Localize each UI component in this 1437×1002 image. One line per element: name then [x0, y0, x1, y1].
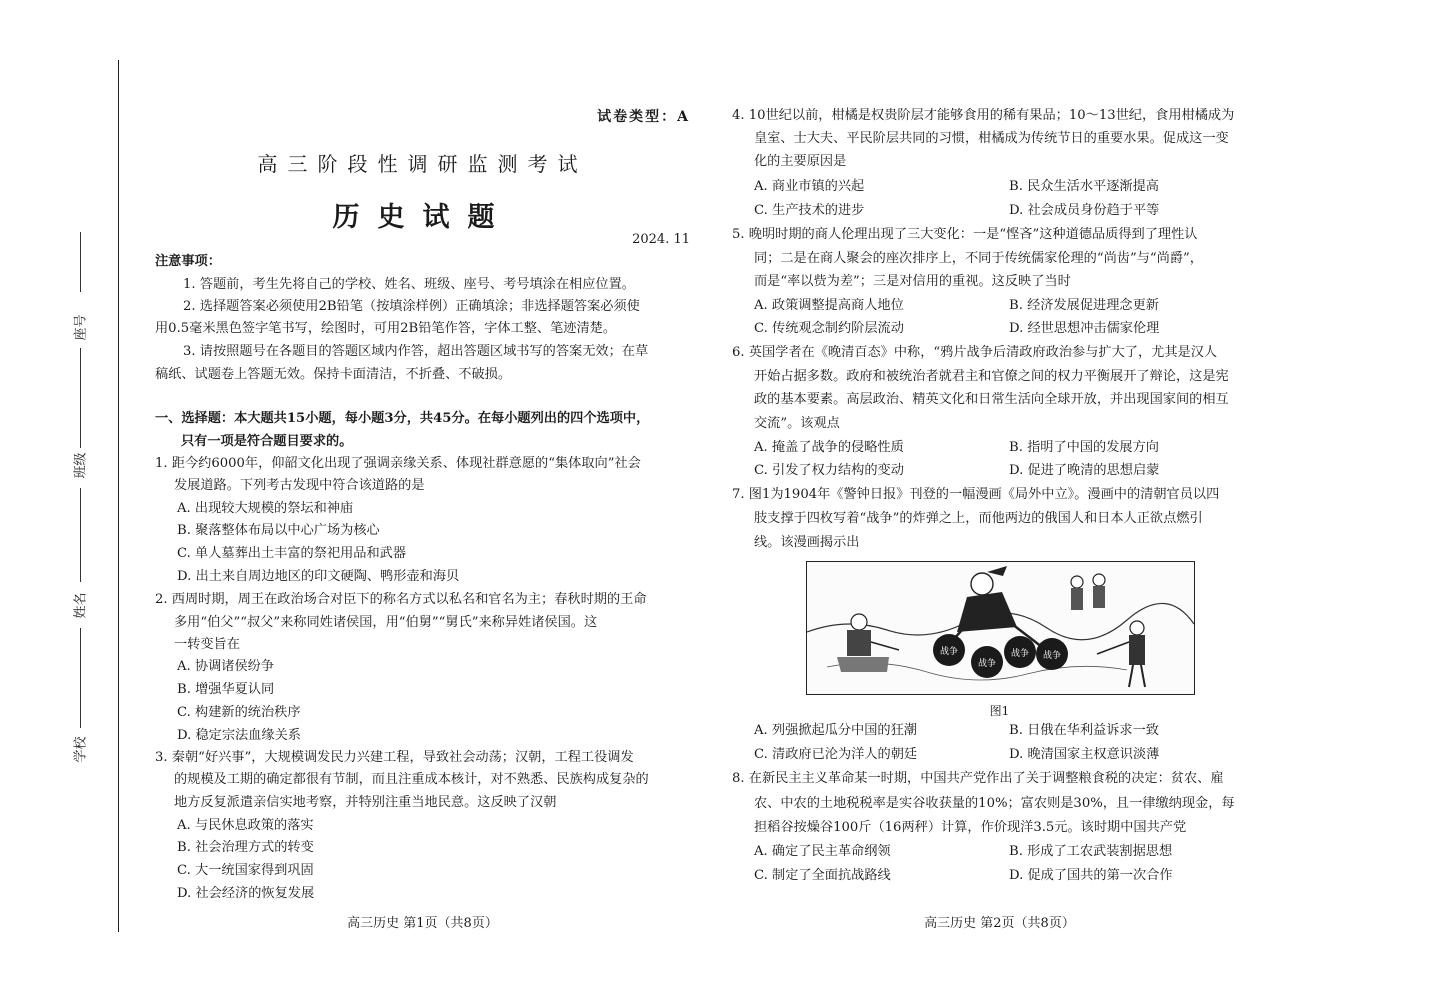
q6-option-d: D. 促进了晚清的思想启蒙	[1009, 463, 1160, 478]
q1-stem: 发展道路。下列考古发现中符合该道路的是	[174, 478, 425, 493]
q3-option-c: C. 大一统国家得到巩固	[177, 863, 314, 878]
paper-type: 试卷类型：A	[597, 109, 690, 125]
q3-option-b: B. 社会治理方式的转变	[177, 840, 314, 855]
q7-option-d: D. 晚清国家主权意识淡薄	[1009, 747, 1160, 762]
bomb-label: 战争	[1042, 651, 1062, 661]
q7-stem: 线。该漫画揭示出	[754, 535, 860, 550]
notice-line: 3. 请按照题号在各题目的答题区域内作答，超出答题区域书写的答案无效；在草	[183, 344, 649, 359]
q2-stem: 一转变旨在	[174, 637, 240, 652]
q6-stem: 开始占据多数。政府和被统治者就君主和官僚之间的权力平衡展开了辩论，这是宪	[754, 369, 1229, 384]
q5-stem: 同；二是在商人聚会的座次排序上，不同于传统儒家伦理的“尚齿”与“尚爵”，	[754, 251, 1203, 266]
q1-option-c: C. 单人墓葬出土丰富的祭祀用品和武器	[177, 546, 407, 561]
name-blank-line	[80, 488, 81, 582]
q7-option-a: A. 列强掀起瓜分中国的狂潮	[754, 723, 917, 738]
q5-option-c: C. 传统观念制约阶层流动	[754, 321, 904, 336]
q1-option-a: A. 出现较大规模的祭坛和神庙	[177, 501, 354, 516]
q2-option-b: B. 增强华夏认同	[177, 682, 275, 697]
q1-stem: 1. 距今约6000年，仰韶文化出现了强调亲缘关系、体现社群意愿的“集体取向”社会	[155, 456, 641, 471]
q8-option-b: B. 形成了工农武装割据思想	[1009, 844, 1173, 859]
q1-option-d: D. 出土来自周边地区的印文硬陶、鸭形壶和海贝	[177, 569, 460, 584]
exam-title: 高三阶段性调研监测考试	[257, 152, 588, 176]
school-label: 学校	[73, 736, 89, 763]
q1-option-b: B. 聚落整体布局以中心广场为核心	[177, 523, 380, 538]
seat-blank-line	[80, 232, 81, 292]
q3-stem: 的规模及工期的确定都很有节制，而且注重成本核计，对不熟悉、民族构成复杂的	[174, 772, 649, 787]
q5-option-a: A. 政策调整提高商人地位	[754, 298, 904, 313]
notice-heading: 注意事项：	[155, 254, 221, 269]
q7-option-b: B. 日俄在华利益诉求一致	[1009, 723, 1159, 738]
section-heading: 一、选择题：本大题共15小题，每小题3分，共45分。在每小题列出的四个选项中，	[155, 411, 650, 426]
seat-label: 座号	[73, 314, 89, 341]
class-label: 班级	[73, 452, 89, 479]
q3-option-d: D. 社会经济的恢复发展	[177, 886, 315, 901]
q6-option-a: A. 掩盖了战争的侵略性质	[754, 440, 904, 455]
q8-stem: 担稻谷按燥谷100斤（16两秤）计算，作价现洋3.5元。该时期中国共产党	[754, 820, 1187, 835]
q4-option-a: A. 商业市镇的兴起	[754, 179, 865, 194]
notice-line: 1. 答题前，考生先将自己的学校、姓名、班级、座号、考号填涂在相应位置。	[183, 277, 635, 292]
bombs	[933, 634, 1068, 678]
q8-stem: 8. 在新民主主义革命某一时期，中国共产党作出了关于调整粮食税的决定：贫农、雇	[732, 771, 1224, 786]
subject-title: 历史试题	[332, 202, 513, 233]
bomb-label: 战争	[939, 647, 959, 657]
section-heading-cont: 只有一项是符合题目要求的。	[181, 434, 353, 449]
q5-option-d: D. 经世思想冲击儒家伦理	[1009, 321, 1160, 336]
right-figure	[1071, 574, 1145, 687]
cartoon-drawing	[807, 562, 1194, 694]
q7-stem: 肢支撑于四枚写着“战争”的炸弹之上，而他两边的俄国人和日本人正欲点燃引	[754, 511, 1203, 526]
exam-date: 2024. 11	[632, 232, 690, 247]
q3-stem: 3. 秦朝“好兴事”，大规模调发民力兴建工程，导致社会动荡；汉朝，工程工役调发	[155, 750, 634, 765]
q4-stem: 皇室、士大夫、平民阶层共同的习惯，柑橘成为传统节日的重要水果。促成这一变	[754, 131, 1229, 146]
q6-option-c: C. 引发了权力结构的变动	[754, 463, 904, 478]
q5-stem: 而是“率以赀为差”；三是对信用的重视。这反映了当时	[754, 274, 1071, 289]
page-footer: 高三历史 第2页（共8页）	[924, 916, 1075, 931]
q4-stem: 化的主要原因是	[754, 154, 847, 169]
q7-option-c: C. 清政府已沦为洋人的朝廷	[754, 747, 918, 762]
q4-stem: 4. 10世纪以前，柑橘是权贵阶层才能够食用的稀有果品；10～13世纪，食用柑橘成为	[732, 108, 1235, 123]
q4-option-b: B. 民众生活水平逐渐提高	[1009, 179, 1159, 194]
q5-option-b: B. 经济发展促进理念更新	[1009, 298, 1159, 313]
q5-stem: 5. 晚明时期的商人伦理出现了三大变化：一是“悭吝”这种道德品质得到了理性认	[732, 227, 1198, 242]
q2-option-d: D. 稳定宗法血缘关系	[177, 728, 301, 743]
q8-option-a: A. 确定了民主革命纲领	[754, 844, 891, 859]
notice-line: 稿纸、试题卷上答题无效。保持卡面清洁，不折叠、不破损。	[155, 367, 512, 382]
school-blank-line	[80, 628, 81, 728]
q2-option-c: C. 构建新的统治秩序	[177, 705, 301, 720]
q6-stem: 6. 英国学者在《晚清百态》中称，“鸦片战争后清政府政治参与扩大了，尤其是汉人	[732, 345, 1218, 360]
q6-stem: 政的基本要素。高层政治、精英文化和日常生活向全球开放，并出现国家间的相互	[754, 392, 1229, 407]
binding-line	[118, 60, 119, 932]
q4-option-c: C. 生产技术的进步	[754, 203, 865, 218]
q2-stem: 多用“伯父”“叔父”来称同姓诸侯国，用“伯舅”“舅氏”来称异姓诸侯国。这	[174, 615, 598, 630]
notice-line: 2. 选择题答案必须使用2B铅笔（按填涂样例）正确填涂；非选择题答案必须使	[183, 299, 640, 314]
page-footer: 高三历史 第1页（共8页）	[347, 916, 498, 931]
q7-cartoon-figure	[806, 561, 1195, 695]
q8-option-d: D. 促成了国共的第一次合作	[1009, 868, 1173, 883]
q7-figure-caption: 图1	[989, 704, 1010, 718]
notice-line: 用0.5毫米黑色签字笔书写，绘图时，可用2B铅笔作答，字体工整、笔迹清楚。	[155, 321, 617, 336]
q3-stem: 地方反复派遣亲信实地考察，并特别注重当地民意。这反映了汉朝	[174, 795, 557, 810]
q2-option-a: A. 协调诸侯纷争	[177, 659, 275, 674]
q7-stem: 7. 图1为1904年《警钟日报》刊登的一幅漫画《局外中立》。漫画中的清朝官员以四	[732, 487, 1220, 502]
q4-option-d: D. 社会成员身份趋于平等	[1009, 203, 1160, 218]
q6-option-b: B. 指明了中国的发展方向	[1009, 440, 1159, 455]
class-blank-line	[80, 348, 81, 448]
q8-stem: 农、中农的土地税税率是实谷收获量的10%；富农则是30%，且一律缴纳现金，每	[754, 796, 1235, 811]
q6-stem: 交流”。该观点	[754, 416, 840, 431]
left-figure	[837, 614, 899, 672]
bomb-label: 战争	[977, 659, 997, 669]
bomb-label: 战争	[1010, 649, 1030, 659]
q3-option-a: A. 与民休息政策的落实	[177, 818, 314, 833]
q2-stem: 2. 西周时期，周王在政治场合对臣下的称名方式以私名和官名为主；春秋时期的王命	[155, 592, 647, 607]
name-label: 姓名	[73, 592, 89, 619]
q8-option-c: C. 制定了全面抗战路线	[754, 868, 891, 883]
